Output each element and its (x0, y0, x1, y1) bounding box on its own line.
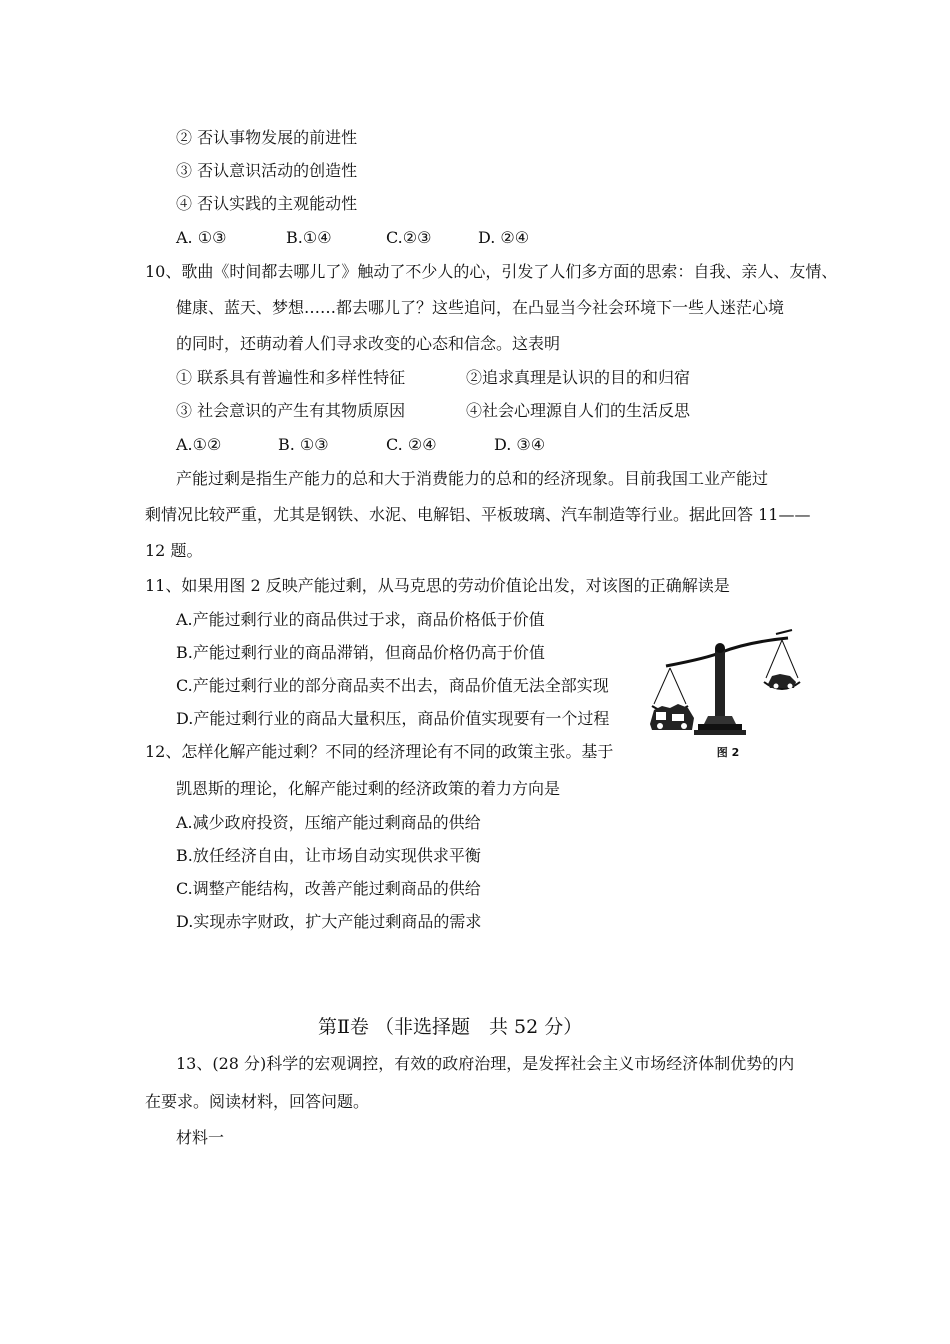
section-2-title: 第Ⅱ卷 （非选择题 共 52 分） (318, 1016, 583, 1038)
q13-stem-line-2: 在要求。阅读材料，回答问题。 (145, 1092, 370, 1111)
q10-options (176, 435, 545, 455)
q10-option-a: A.①② (176, 435, 222, 454)
q11-option-d: D.产能过剩行业的商品大量积压，商品价值实现要有一个过程 (176, 709, 610, 728)
q12-stem-line-1: 12、怎样化解产能过剩？不同的经济理论有不同的政策主张。基于 (145, 742, 614, 761)
q11-option-b: B.产能过剩行业的商品滞销，但商品价格仍高于价值 (176, 643, 545, 662)
material-line-2: 剩情况比较严重，尤其是钢铁、水泥、电解铝、平板玻璃、汽车制造等行业。据此回答 11—— (145, 505, 811, 524)
q11-stem: 11、如果用图 2 反映产能过剩，从马克思的劳动价值论出发，对该图的正确解读是 (145, 576, 730, 595)
q11-option-a: A.产能过剩行业的商品供过于求，商品价格低于价值 (176, 610, 545, 629)
q10-stem-line-1: 10、歌曲《时间都去哪儿了》触动了不少人的心，引发了人们多方面的思索：自我、亲人、友情、 (145, 262, 838, 281)
q10-item-2: ②追求真理是认识的目的和归宿 (466, 368, 691, 387)
q10-option-d: D. ③④ (494, 435, 546, 454)
q13-material-label: 材料一 (176, 1128, 225, 1147)
q9-item-4: ④ 否认实践的主观能动性 (176, 194, 358, 213)
material-line-3: 12 题。 (145, 541, 203, 560)
q13-stem-line-1: 13、(28 分)科学的宏观调控，有效的政府治理，是发挥社会主义市场经济体制优势的内 (176, 1054, 795, 1073)
q12-option-a: A.减少政府投资，压缩产能过剩商品的供给 (176, 813, 481, 832)
q10-item-4: ④社会心理源自人们的生活反思 (466, 401, 691, 420)
q9-option-c: C.②③ (386, 228, 432, 247)
balance-scale-icon (648, 626, 808, 744)
figure-caption: 图 2 (716, 746, 740, 759)
q12-option-b: B.放任经济自由，让市场自动实现供求平衡 (176, 846, 481, 865)
q9-item-3: ③ 否认意识活动的创造性 (176, 161, 358, 180)
q9-option-d: D. ②④ (478, 228, 530, 247)
q12-option-c: C.调整产能结构，改善产能过剩商品的供给 (176, 879, 481, 898)
q12-option-d: D.实现赤字财政，扩大产能过剩商品的需求 (176, 912, 482, 931)
q12-stem-line-2: 凯恩斯的理论，化解产能过剩的经济政策的着力方向是 (176, 779, 561, 798)
q10-item-1: ① 联系具有普遍性和多样性特征 (176, 368, 406, 387)
q10-option-c: C. ②④ (386, 435, 437, 454)
q10-stem-line-2: 健康、蓝天、梦想……都去哪儿了？这些追问，在凸显当今社会环境下一些人迷茫心境 (176, 298, 785, 317)
material-line-1: 产能过剩是指生产能力的总和大于消费能力的总和的经济现象。目前我国工业产能过 (176, 469, 769, 488)
figure-2-balance-scale (648, 626, 808, 766)
q9-option-a: A. ①③ (176, 228, 227, 247)
q11-option-c: C.产能过剩行业的部分商品卖不出去，商品价值无法全部实现 (176, 676, 609, 695)
q9-option-b: B.①④ (286, 228, 332, 247)
q10-option-b: B. ①③ (278, 435, 329, 454)
q9-options (176, 228, 529, 248)
q10-item-3: ③ 社会意识的产生有其物质原因 (176, 401, 406, 420)
q10-stem-line-3: 的同时，还萌动着人们寻求改变的心态和信念。这表明 (176, 334, 561, 353)
q9-item-2: ② 否认事物发展的前进性 (176, 128, 358, 147)
